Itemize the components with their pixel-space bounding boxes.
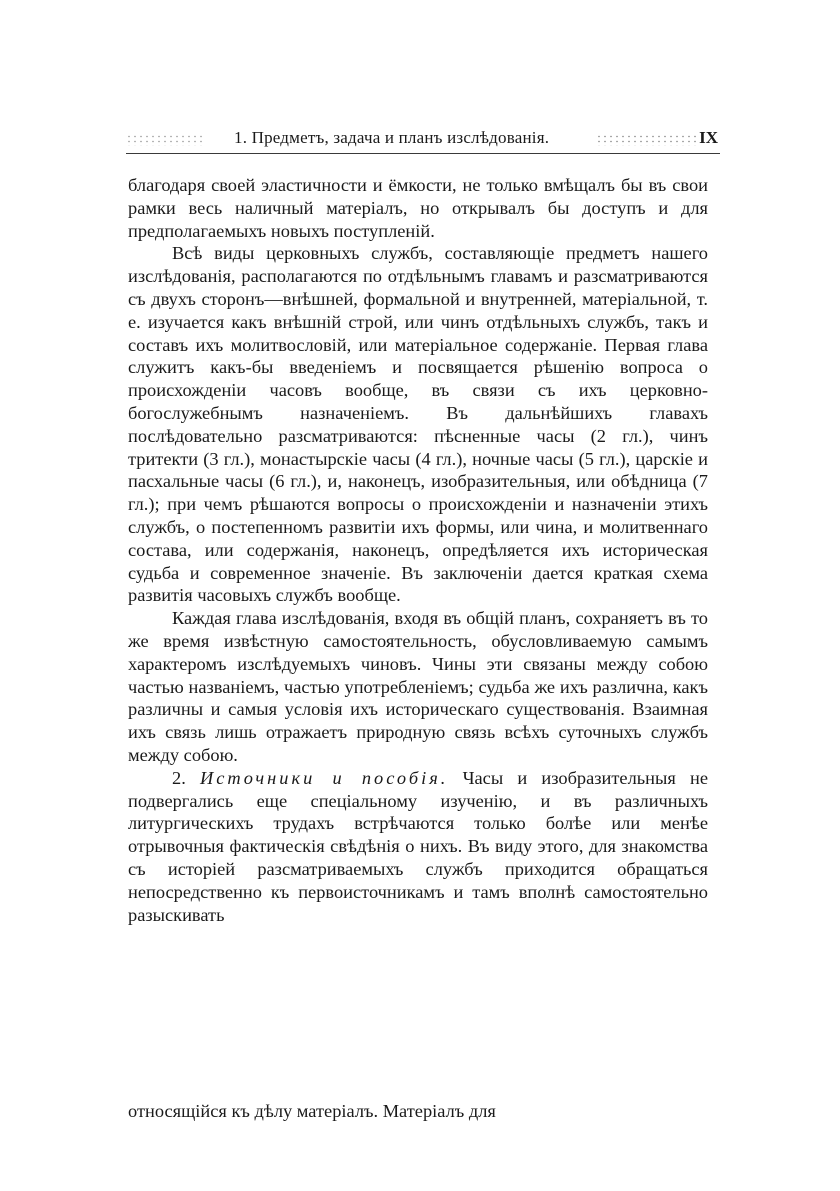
page-number: IX [699, 128, 718, 147]
section-number: 2. [172, 767, 186, 788]
paragraph-continuation: благодаря своей эластичности и ёмкости, не только вмѣщалъ бы въ свои рамки весь наличный матеріалъ, но открывалъ бы доступъ и для предполагаемыхъ новыхъ поступленій. [128, 175, 708, 241]
paragraph: Всѣ виды церковныхъ службъ, составляющіе предметъ нашего изслѣдованія, располагаются по отдѣльнымъ главамъ и разсматриваются съ двухъ сторонъ—внѣшней, формальной и внутренней, матеріальной, т. е. изучается какъ внѣшній строй, или чинъ отдѣльныхъ службъ, такъ и составъ ихъ молитвословій, или матеріальное содержаніе. Первая глава служитъ какъ-бы введеніемъ и посвящается рѣшенію вопроса о происхожденіи часовъ вообще, въ связи съ ихъ церковно-богослужебнымъ назначеніемъ. Въ дальнѣйшихъ главахъ послѣдовательно разсматриваются: пѣсненные часы (2 гл.), чинъ тритекти (3 гл.), монастырскіе часы (4 гл.), ночные часы (5 гл.), царскіе и пасхальные часы (6 гл.), и, наконецъ, изобразительныя, или обѣдница (7 гл.); при чемъ рѣшаются вопросы о происхожденіи и назначеніи этихъ службъ, о постепенномъ развитіи ихъ формы, или чина, и молитвеннаго состава, или содержанія, наконецъ, опредѣляется ихъ историческая судьба и современное значеніе. Въ заключеніи дается краткая схема развитія часовыхъ службъ вообще. [128, 243, 708, 606]
paragraph: Каждая глава изслѣдованія, входя въ общій планъ, сохраняетъ въ то же время извѣстную самостоятельность, обусловливаемую самымъ характеромъ изслѣдуемыхъ чиновъ. Чины эти связаны между собою частью названіемъ, частью употребленіемъ; судьба же ихъ различна, какъ различны и самыя условія ихъ историческаго существованія. Взаимная ихъ связь лишь отражаетъ природную связь всѣхъ суточныхъ службъ между собою. [128, 608, 708, 765]
cut-off-text: относящійся къ дѣлу матеріалъ. Матеріалъ для [128, 1101, 496, 1121]
paragraph-text: Часы и изобразительныя не подвергались еще спеціальному изученію, и въ различныхъ литургическихъ трудахъ встрѣчаются только болѣе или менѣе отрывочныя фактическія свѣдѣнія о нихъ. Въ виду этого, для знакомства съ исторіей разсматриваемыхъ службъ приходится обращаться непосредственно къ первоисточникамъ и тамъ вполнѣ самостоятельно разыскивать [128, 767, 708, 925]
running-title: 1. Предметъ, задача и планъ изслѣдованія. [234, 128, 550, 147]
section-heading: Источники и пособія. [199, 767, 449, 788]
print-speckle [126, 134, 206, 146]
paragraph-section-2 [128, 767, 708, 927]
header-rule [126, 153, 720, 154]
running-header [126, 128, 720, 154]
body-text [128, 174, 708, 926]
print-speckle [596, 134, 696, 146]
cut-off-line [128, 1100, 708, 1121]
